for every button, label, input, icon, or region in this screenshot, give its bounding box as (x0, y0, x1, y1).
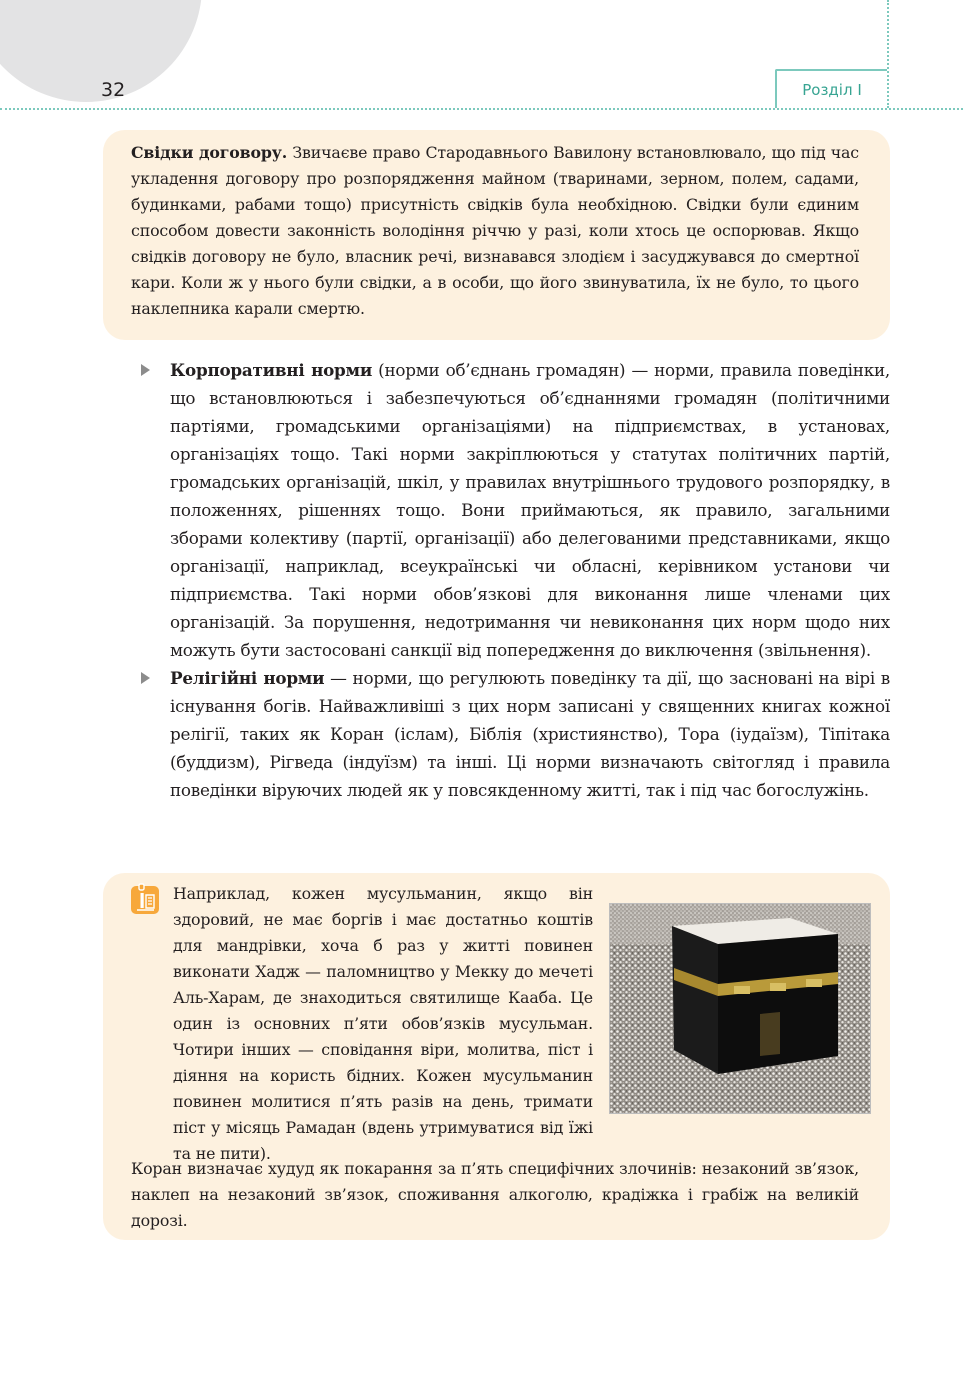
hudud-paragraph: Коран визначає худуд як покарання за п’ять специфічних злочинів: незаконий зв’язок, наклеп на незаконий зв’язок, споживання алкоголю, крадіжка і грабіж на великій дорозі. (131, 1159, 859, 1230)
list-item (170, 356, 890, 664)
witness-paragraph (131, 140, 859, 322)
list-item-body: (норми об’єднань громадян) — норми, правила поведінки, що встановлюються і забезпечуються об’єднаннями громадян (політичними партіями, громадськими організаціями) на підприємствах, в установах, організаціях тощо. Такі норми закріплюються у статутах політичних партій, громадських організацій, шкіл, у правилах внутрішнього трудового розпорядку, в положеннях, рішеннях тощо. Вони приймаються, як правило, загальними зборами колективу (партії, організації) або делегованими представниками, якщо організації, наприклад, всеукраїнські чи обласні, керівником установи чи підприємства. Такі норми обов’язкові для виконання лише членами цих організацій. За порушення, недотримання чи невиконання цих норм щодо них можуть бути застосовані санкції від попередження до виключення (звільнення). (170, 360, 890, 660)
info-book-icon (130, 883, 160, 915)
list-item-text (170, 356, 890, 664)
kaaba-photo (609, 903, 871, 1114)
norms-list (170, 356, 890, 804)
triangle-bullet-icon (141, 672, 150, 684)
example-info-box (103, 873, 890, 1240)
header-vertical-rule (887, 0, 889, 108)
witness-info-box (103, 130, 890, 340)
section-tab (775, 69, 887, 108)
page-number: 32 (101, 79, 126, 101)
witness-text: Звичаєве право Стародавнього Вавилону встановлювало, що під час укладення договору про розпорядження майном (тваринами, зерном, полем, садами, будинками, рабами тощо) присутність свідків була необхідною. Свідки були єдиним способом довести законність володіння річчю у разі, коли хтось це оспорював. Якщо свідків договору не було, власник речі, визнавався злодієм і засуджувався до смертної кари. Коли ж у нього були свідки, а в особи, що його звинуватила, їх не було, то цього наклепника карали смертю. (131, 143, 859, 318)
witness-lead: Свідки договору. (131, 143, 288, 162)
example-paragraph: Наприклад, кожен мусульманин, якщо він здоровий, не має боргів і має достатньо коштів для мандрівки, хоча б раз у житті повинен виконати Хадж — паломництво у Мекку до мечеті Аль-Харам, де знаходиться святилище Кааба. Це один із основних п’яти обов’язків мусульман. Чотири інших — сповідання віри, молитва, піст і діяння на користь бідних. Кожен мусульманин повинен молитися п’ять разів на день, тримати піст у місяць Рамадан (вдень утримуватися від їжі та не пити). (173, 884, 593, 1163)
list-item (170, 664, 890, 804)
list-item-body: — норми, що регулюють поведінку та дії, що засновані на вірі в існування богів. Найважливіші з цих норм записані у священних книгах кожної релігії, таких як Коран (іслам), Біблія (християнство), Тора (іудаїзм), Тіпітака (буддизм), Рігведа (індуїзм) та інші. Ці норми визначають світогляд і правила поведінки віруючих людей як у повсякденному житті, так і під час богослужінь. (170, 668, 890, 800)
list-item-term: Корпоративні норми (170, 360, 373, 380)
header-dotted-rule (0, 108, 963, 110)
section-label: Розділ І (802, 80, 862, 99)
triangle-bullet-icon (141, 364, 150, 376)
kaaba-illustration (610, 904, 870, 1113)
list-item-term: Релігійні норми (170, 668, 325, 688)
list-item-text (170, 664, 890, 804)
